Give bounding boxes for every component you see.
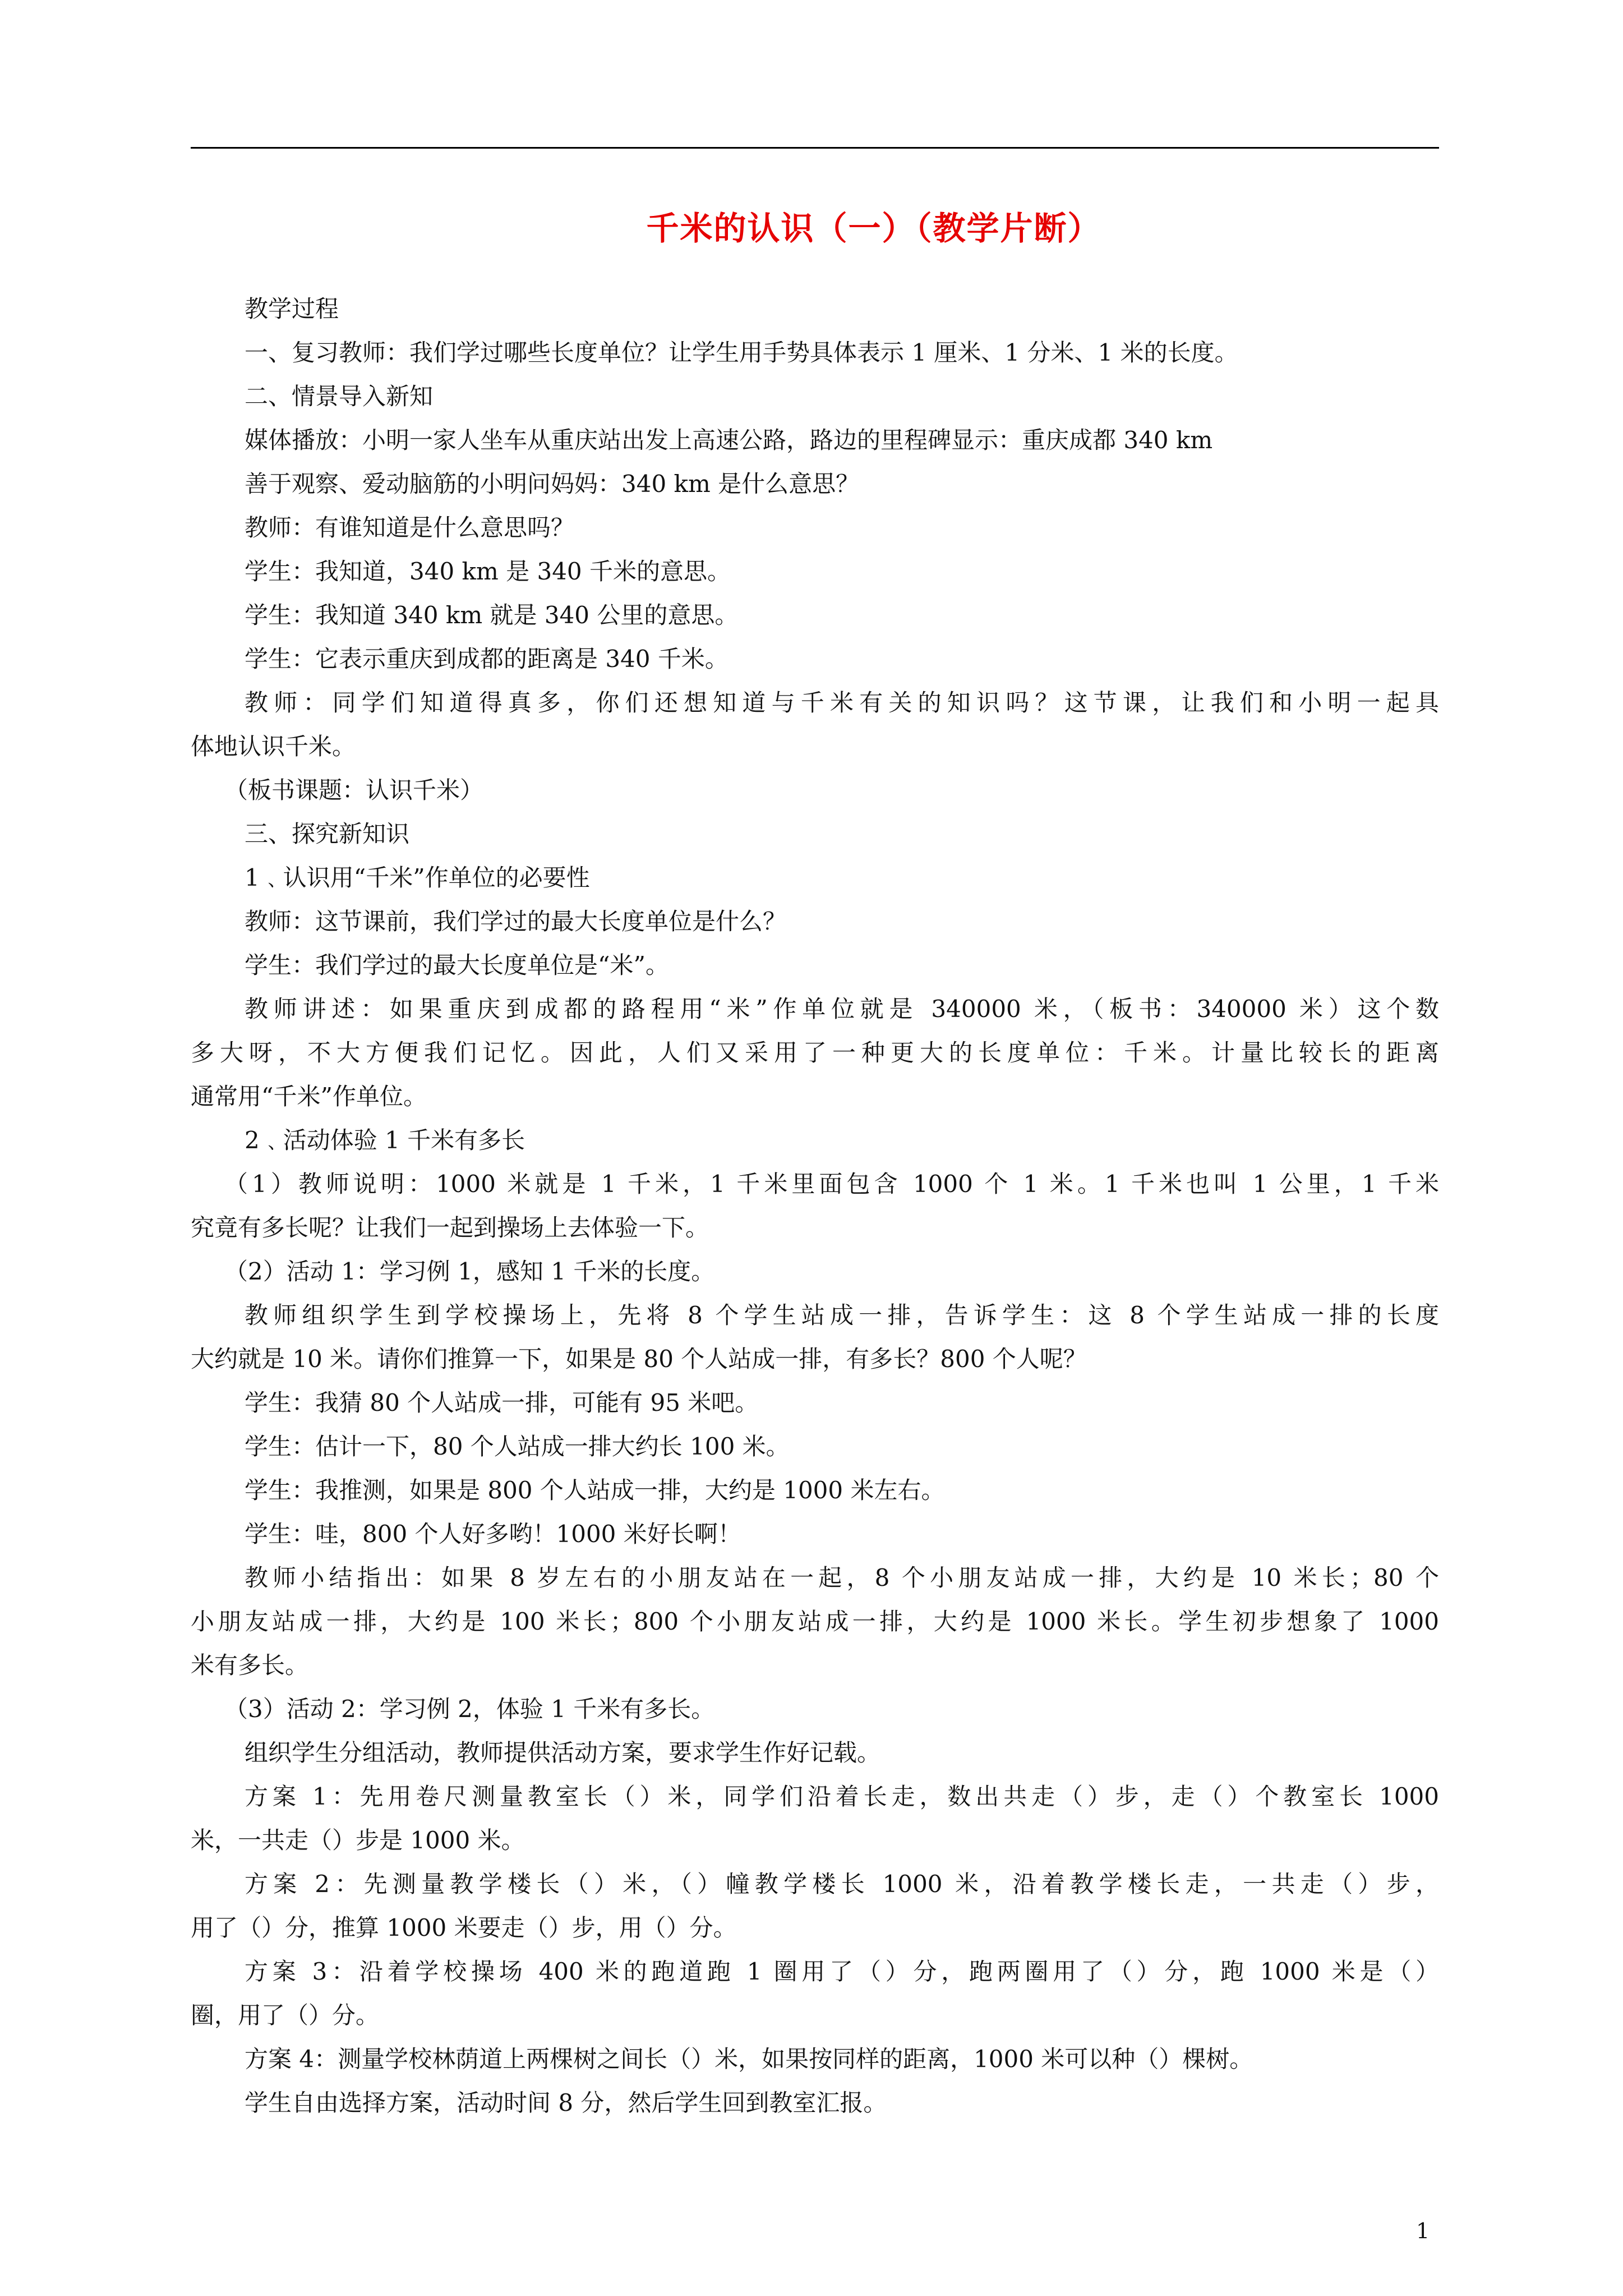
body-line: 三、探究新知识 <box>245 820 410 848</box>
body-line: 二、情景导入新知 <box>245 383 434 410</box>
body-line: 组织学生分组活动，教师提供活动方案，要求学生作好记载。 <box>245 1739 881 1766</box>
body-line: （2）活动 1：学习例 1，感知 1 千米的长度。 <box>224 1258 715 1285</box>
body-line: 善于观察、爱动脑筋的小明问妈妈：340 km 是什么意思？ <box>245 470 860 498</box>
body-line: 米，一共走（）步是 1000 米。 <box>191 1826 525 1854</box>
body-line: 教师：有谁知道是什么意思吗？ <box>245 514 575 541</box>
body-line: 大约就是 10 米。请你们推算一下，如果是 80 个人站成一排，有多长？800 个人呢？ <box>191 1345 1087 1373</box>
document-title: 千米的认识（一）（教学片断） <box>646 209 1101 247</box>
body-line: 一、复习教师：我们学过哪些长度单位？让学生用手势具体表示 1 厘米、1 分米、1 米的长度。 <box>245 339 1238 366</box>
body-line: 方案 2：先测量教学楼长（）米，（）幢教学楼长 1000 米，沿着教学楼长走，一共走（）步， <box>245 1870 1439 1898</box>
body-line: 学生：它表示重庆到成都的距离是 340 千米。 <box>245 645 728 673</box>
body-line: 1﹑认识用“千米”作单位的必要性 <box>245 864 590 891</box>
body-line: 学生：我猜 80 个人站成一排，可能有 95 米吧。 <box>245 1389 759 1416</box>
body-line: 方案 1：先用卷尺测量教室长（）米，同学们沿着长走，数出共走（）步，走（）个教室长 1000 <box>245 1783 1439 1810</box>
document-body <box>191 287 1439 2125</box>
body-line: 教师：这节课前，我们学过的最大长度单位是什么？ <box>245 908 787 935</box>
body-line: 方案 4：测量学校林荫道上两棵树之间长（）米，如果按同样的距离，1000 米可以种（）棵树。 <box>245 2045 1253 2073</box>
body-line: 教师组织学生到学校操场上，先将 8 个学生站成一排，告诉学生：这 8 个学生站成一排的长度 <box>245 1301 1439 1329</box>
body-line: 体地认识千米。 <box>191 733 356 760</box>
body-line: 教师讲述：如果重庆到成都的路程用“米”作单位就是 340000 米，（板书：340000 米）这个数 <box>245 995 1439 1023</box>
body-line: 米有多长。 <box>191 1651 309 1679</box>
body-line: 学生：我知道，340 km 是 340 千米的意思。 <box>245 558 731 585</box>
body-line: 小朋友站成一排，大约是 100 米长；800 个小朋友站成一排，大约是 1000 米长。学生初步想象了 1000 <box>191 1608 1439 1635</box>
body-line: 圈，用了（）分。 <box>191 2001 380 2029</box>
body-line: 用了（）分，推算 1000 米要走（）步，用（）分。 <box>191 1914 737 1941</box>
header-rule <box>191 147 1439 149</box>
body-line: （3）活动 2：学习例 2，体验 1 千米有多长。 <box>224 1695 715 1723</box>
body-line: 方案 3：沿着学校操场 400 米的跑道跑 1 圈用了（）分，跑两圈用了（）分，跑 1000 米是（） <box>245 1958 1439 1985</box>
body-line: 学生：我们学过的最大长度单位是“米”。 <box>245 951 669 979</box>
body-line: 通常用“千米”作单位。 <box>191 1083 427 1110</box>
page-number: 1 <box>1416 2219 1430 2243</box>
body-line: （板书课题：认识千米） <box>224 776 484 804</box>
body-line: （1）教师说明：1000 米就是 1 千米，1 千米里面包含 1000 个 1 米。1 千米也叫 1 公里，1 千米 <box>224 1170 1439 1198</box>
body-line: 究竟有多长呢？让我们一起到操场上去体验一下。 <box>191 1214 709 1241</box>
body-line: 教师小结指出：如果 8 岁左右的小朋友站在一起，8 个小朋友站成一排，大约是 10 米长；80 个 <box>245 1564 1439 1591</box>
body-line: 学生：哇，800 个人好多哟！1000 米好长啊！ <box>245 1520 741 1548</box>
body-line: 教学过程 <box>245 295 339 323</box>
body-line: 学生：估计一下，80 个人站成一排大约长 100 米。 <box>245 1433 790 1460</box>
body-line: 学生：我推测，如果是 800 个人站成一排，大约是 1000 米左右。 <box>245 1476 945 1504</box>
body-line: 教师：同学们知道得真多，你们还想知道与千米有关的知识吗？这节课，让我们和小明一起具 <box>245 689 1439 716</box>
body-line: 多大呀，不大方便我们记忆。因此，人们又采用了一种更大的长度单位：千米。计量比较长的距离 <box>191 1039 1439 1066</box>
body-line: 学生自由选择方案，活动时间 8 分，然后学生回到教室汇报。 <box>245 2089 887 2116</box>
body-line: 2﹑活动体验 1 千米有多长 <box>245 1126 525 1154</box>
body-line: 学生：我知道 340 km 就是 340 公里的意思。 <box>245 601 739 629</box>
body-line: 媒体播放：小明一家人坐车从重庆站出发上高速公路，路边的里程碑显示：重庆成都 340 km <box>245 426 1213 454</box>
